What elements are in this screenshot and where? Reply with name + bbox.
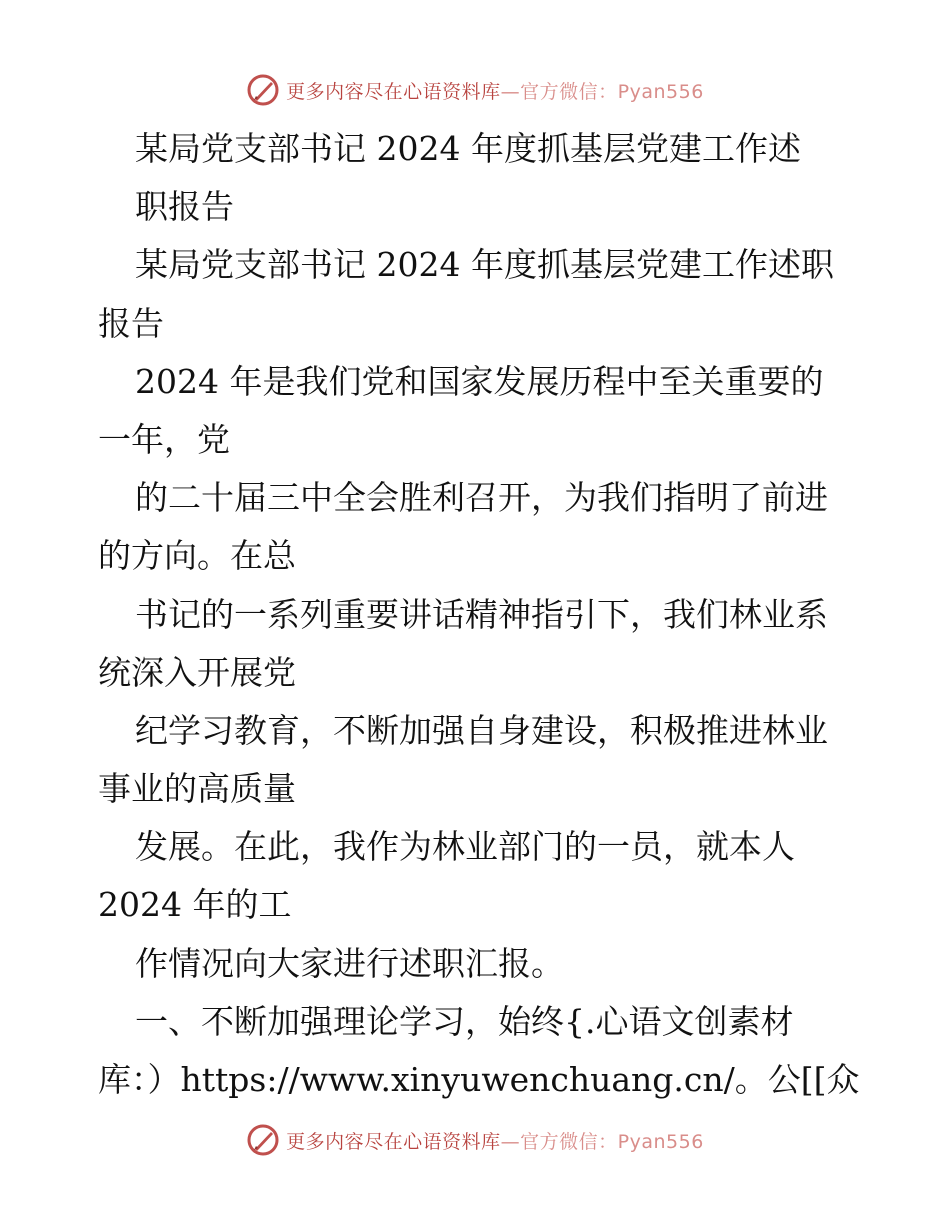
doc-line: 的方向。在总 bbox=[98, 536, 296, 576]
pen-circle-logo-icon bbox=[246, 1123, 280, 1157]
watermark-contact-text: —官方微信：Pyan556 bbox=[500, 80, 704, 103]
doc-line: 2024 年的工 bbox=[98, 885, 292, 925]
doc-line: 纪学习教育，不断加强自身建设，积极推进林业 bbox=[135, 710, 828, 750]
watermark-main-text: 更多内容尽在心语资料库 bbox=[286, 80, 501, 103]
footer-watermark bbox=[0, 1120, 950, 1160]
doc-line: 库：）https://www.xinyuwenchuang.cn/。公[[众 bbox=[98, 1060, 860, 1099]
doc-line: 一年，党 bbox=[98, 419, 230, 459]
doc-line: 事业的高质量 bbox=[98, 769, 296, 809]
doc-line: 2024 年是我们党和国家发展历程中至关重要的 bbox=[135, 361, 824, 401]
doc-line: 发展。在此，我作为林业部门的一员，就本人 bbox=[135, 827, 795, 867]
watermark-contact-text: —官方微信：Pyan556 bbox=[500, 1130, 704, 1153]
doc-line: 作情况向大家进行述职汇报。 bbox=[135, 943, 564, 983]
document-body bbox=[98, 120, 858, 1109]
pen-circle-logo-icon bbox=[246, 73, 280, 107]
watermark-main-text: 更多内容尽在心语资料库 bbox=[286, 1130, 501, 1153]
doc-line: 某局党支部书记 2024 年度抓基层党建工作述 bbox=[135, 129, 801, 168]
doc-line: 职报告 bbox=[135, 187, 234, 227]
doc-line: 报告 bbox=[98, 303, 164, 343]
doc-line: 一、不断加强理论学习，始终{.心语文创素材 bbox=[135, 1001, 794, 1041]
doc-line: 统深入开展党 bbox=[98, 652, 296, 692]
doc-line: 书记的一系列重要讲话精神指引下，我们林业系 bbox=[135, 594, 828, 634]
header-watermark bbox=[0, 70, 950, 110]
doc-line: 的二十届三中全会胜利召开，为我们指明了前进 bbox=[135, 478, 828, 518]
doc-line: 某局党支部书记 2024 年度抓基层党建工作述职 bbox=[135, 245, 834, 285]
